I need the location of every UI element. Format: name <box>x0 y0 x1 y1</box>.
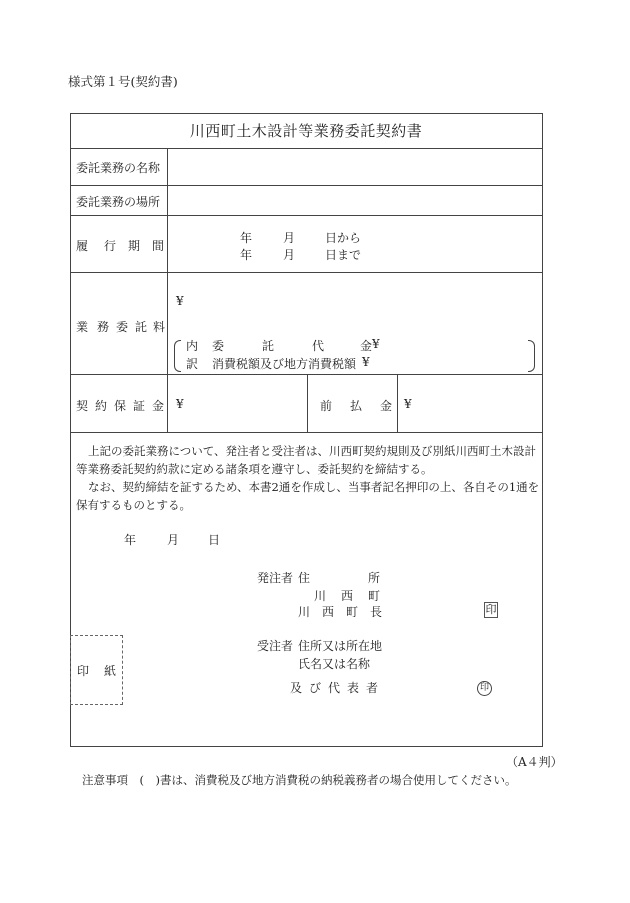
label-deposit-char: 契 <box>76 399 89 413</box>
contractor-role: 受注者 <box>257 639 294 653</box>
label-deposit-char: 証 <box>133 399 146 413</box>
orderer-town-char: 町 <box>368 589 381 603</box>
period-from-day: 日から <box>325 231 362 245</box>
label-fee-char: 委 <box>116 320 129 334</box>
stamp-char: 紙 <box>104 664 117 678</box>
label-fee-char: 業 <box>76 320 89 334</box>
label-advance-char: 金 <box>380 399 393 413</box>
label-column-divider <box>167 148 168 433</box>
orderer-mayor-char: 川 <box>298 605 311 619</box>
orderer-town-char: 川 <box>314 589 327 603</box>
contract-date-day: 日 <box>208 533 221 547</box>
orderer-seal-text: 印 <box>485 603 497 616</box>
deposit-yen: ¥ <box>176 397 184 411</box>
consign-fee-char: 金 <box>360 339 373 353</box>
orderer-role: 発注者 <box>257 571 294 585</box>
consign-fee-yen: ¥ <box>372 337 380 351</box>
contractor-rep-char: 表 <box>347 681 360 695</box>
row-divider-title <box>70 148 543 149</box>
form-number: 様式第１号(契約書) <box>68 74 178 89</box>
consign-fee-char: 代 <box>312 339 325 353</box>
tax-label: 消費税額及び地方消費税額 <box>212 357 357 371</box>
row-divider-name <box>70 185 543 186</box>
period-to-month: 月 <box>283 248 296 262</box>
breakdown-uchi: 内 <box>186 339 199 353</box>
orderer-address-char: 所 <box>368 571 381 585</box>
orderer-mayor-char: 長 <box>370 605 383 619</box>
label-fee-char: 料 <box>153 320 166 334</box>
contractor-address: 住所又は所在地 <box>298 639 383 653</box>
advance-yen: ¥ <box>404 397 412 411</box>
label-fee-char: 務 <box>97 320 110 334</box>
label-period-char: 行 <box>104 239 117 253</box>
orderer-address-char: 住 <box>298 571 311 585</box>
label-deposit-char: 金 <box>152 399 165 413</box>
orderer-mayor-char: 町 <box>346 605 359 619</box>
label-deposit-char: 約 <box>95 399 108 413</box>
period-to-day: 日まで <box>325 248 362 262</box>
row-divider-period <box>70 272 543 273</box>
period-from-year: 年 <box>240 231 253 245</box>
row-divider-place <box>70 215 543 216</box>
label-advance-char: 払 <box>350 399 363 413</box>
footnote: 注意事項 ( )書は、消費税及び地方消費税の納税義務者の場合使用してください。 <box>82 773 517 787</box>
paper-size-note: （A４判） <box>506 755 563 769</box>
breakdown-bracket-right <box>528 340 535 372</box>
body-paragraph-2: なお、契約締結を証するため、本書2通を作成し、当事者記名押印の上、各自その1通を保有するものとする。 <box>76 480 540 512</box>
breakdown-wake: 訳 <box>186 357 199 371</box>
deposit-divider-1 <box>307 374 308 433</box>
label-period-char: 期 <box>128 239 141 253</box>
contractor-rep-char: 者 <box>366 681 379 695</box>
fee-yen: ¥ <box>176 294 184 308</box>
label-task-name: 委託業務の名称 <box>76 161 161 175</box>
tax-yen: ¥ <box>362 355 370 369</box>
label-deposit-char: 保 <box>114 399 127 413</box>
period-from-month: 月 <box>283 231 296 245</box>
orderer-seal-icon <box>484 602 498 618</box>
table-border-top <box>70 113 543 114</box>
label-period-char: 間 <box>152 239 165 253</box>
contract-date-year: 年 <box>124 533 137 547</box>
breakdown-bracket-left <box>174 340 181 372</box>
table-border-bottom <box>70 746 543 747</box>
deposit-divider-2 <box>397 374 398 433</box>
orderer-mayor-char: 西 <box>322 605 335 619</box>
table-border-right <box>542 113 543 747</box>
label-task-place: 委託業務の場所 <box>76 195 161 209</box>
contractor-rep-char: び <box>309 681 322 695</box>
label-advance-char: 前 <box>320 399 333 413</box>
contractor-rep-char: 及 <box>290 681 303 695</box>
body-paragraph-1: 上記の委託業務について、発注者と受注者は、川西町契約規則及び別紙川西町土木設計等業務委託契約約款に定める諸条項を遵守し、委託契約を締結する。 <box>76 444 537 476</box>
stamp-char: 印 <box>77 664 90 678</box>
contractor-rep-char: 代 <box>328 681 341 695</box>
label-period-char: 履 <box>76 239 89 253</box>
contractor-seal-text: 印 <box>479 683 489 693</box>
label-fee-char: 託 <box>135 320 148 334</box>
contract-date-month: 月 <box>167 533 180 547</box>
contractor-name: 氏名又は名称 <box>298 657 371 671</box>
consign-fee-char: 託 <box>262 339 275 353</box>
period-to-year: 年 <box>240 248 253 262</box>
orderer-town-char: 西 <box>341 589 354 603</box>
consign-fee-char: 委 <box>212 339 225 353</box>
contractor-seal-icon <box>477 681 492 696</box>
document-title: 川西町土木設計等業務委託契約書 <box>189 122 423 140</box>
